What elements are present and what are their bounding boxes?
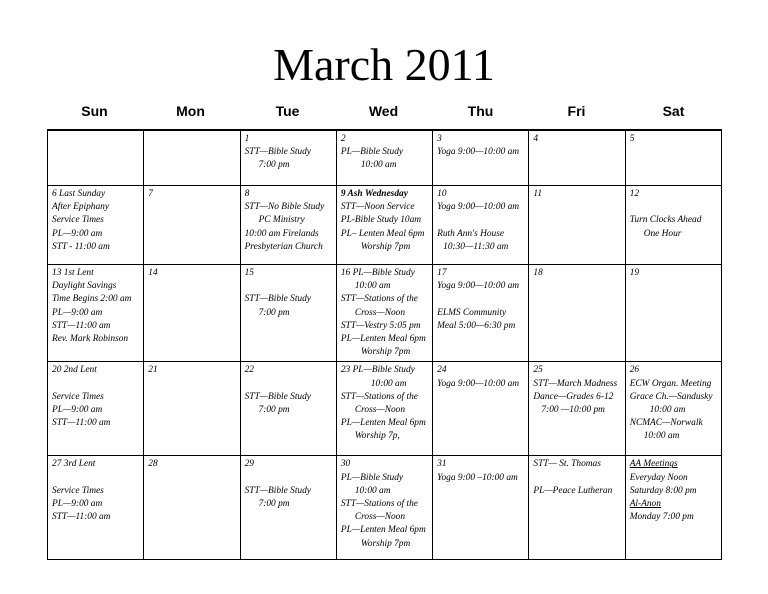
blank-line — [630, 201, 719, 214]
day-number: 30 — [340, 459, 351, 470]
blank-line — [245, 472, 334, 485]
day-cell-5 — [625, 130, 721, 186]
event-line: STT—March Madness — [533, 378, 618, 389]
event-line: Worship 7p, — [354, 431, 400, 442]
event-line: 10:00 am — [360, 160, 397, 171]
event-line: Cross—Noon — [354, 512, 406, 523]
day-number: 13 1st Lent — [52, 268, 94, 278]
event-line: 10:00 am — [643, 431, 680, 442]
event-line: Yoga 9:00 –10:00 am — [437, 472, 518, 483]
day-cell-31 — [433, 456, 529, 560]
day-cell-7 — [144, 186, 240, 265]
day-cell-27 — [48, 456, 144, 560]
event-line: Grace Ch.—Sandusky — [629, 391, 713, 402]
event-line: PC Ministry — [258, 215, 305, 226]
event-line: Worship 7pm — [360, 241, 411, 252]
event-line: STT—Vestry 5:05 pm — [340, 320, 421, 331]
event-line: Yoga 9:00—10:00 am — [437, 147, 520, 158]
event-line: STT—Stations of the — [340, 294, 418, 305]
event-line: Yoga 9:00—10:00 am — [437, 202, 520, 213]
event-line: After Epiphany — [52, 202, 110, 213]
day-cell-30 — [336, 456, 432, 560]
day-number: 23 PL—Bible Study — [340, 365, 415, 376]
day-number: 5 — [629, 134, 635, 144]
day-cell-empty — [48, 130, 144, 186]
event-line: Turn Clocks Ahead — [629, 215, 702, 226]
event-line: ECW Organ. Meeting — [629, 378, 712, 389]
event-line: STT—Bible Study — [244, 485, 311, 496]
day-number: 11 — [533, 189, 543, 199]
day-cell-fri-extra — [529, 456, 625, 560]
event-line: Yoga 9:00—10:00 am — [437, 378, 520, 389]
event-line: Al-Anon — [629, 499, 661, 510]
day-number: 31 — [437, 459, 447, 470]
day-header-sun: Sun — [81, 103, 108, 119]
day-cell-28 — [144, 456, 240, 560]
day-cell-4 — [529, 130, 625, 186]
day-number: 28 — [148, 459, 158, 470]
day-cell-22 — [240, 362, 336, 456]
event-line: 10:30—11:30 am — [443, 241, 509, 252]
day-cell-25 — [529, 362, 625, 456]
event-line: STT—11:00 am — [52, 320, 111, 331]
event-line: PL—Bible Study — [340, 147, 404, 158]
day-number: 10 — [437, 189, 447, 199]
event-line: Service Times — [52, 391, 104, 402]
event-line: PL—9:00 am — [52, 499, 103, 510]
event-line: STT - 11:00 am — [52, 241, 110, 252]
event-line: 7:00 —10:00 pm — [541, 405, 605, 416]
day-cell-10 — [433, 186, 529, 265]
event-line: Yoga 9:00—10:00 am — [437, 281, 520, 292]
week-row-4 — [48, 362, 722, 456]
day-number: 21 — [148, 365, 158, 376]
blank-line — [52, 472, 141, 485]
day-cell-21 — [144, 362, 240, 456]
day-number: 17 — [437, 268, 447, 278]
event-line: PL—Peace Lutheran — [533, 485, 613, 496]
day-number: 18 — [533, 268, 543, 278]
day-header-thu: Thu — [467, 103, 494, 119]
day-number: 29 — [244, 459, 254, 470]
event-line: PL—Lenten Meal 6pm — [340, 525, 426, 536]
day-number: 2 — [340, 134, 346, 144]
event-line: STT—Noon Service — [340, 202, 415, 213]
event-line: 10:00 am — [354, 281, 391, 292]
blank-line — [533, 472, 622, 485]
day-cell-18 — [529, 265, 625, 362]
day-cell-8 — [240, 186, 336, 265]
day-number: 22 — [244, 365, 254, 376]
event-line: Service Times — [52, 485, 104, 496]
event-line: Dance—Grades 6-12 — [533, 391, 614, 402]
day-cell-19 — [625, 265, 721, 362]
event-line: Meal 5:00—6:30 pm — [437, 320, 516, 331]
event-line: PL– Lenten Meal 6pm — [340, 228, 425, 239]
event-line: STT—Bible Study — [244, 147, 311, 158]
day-cell-15 — [240, 265, 336, 362]
day-number: 27 3rd Lent — [52, 459, 96, 470]
event-line: STT—No Bible Study — [244, 202, 325, 213]
event-line: PL—Lenten Meal 6pm — [340, 334, 426, 345]
blank-line — [245, 378, 334, 391]
event-line: NCMAC—Norwalk — [629, 418, 703, 429]
week-row-2 — [48, 186, 722, 265]
event-line: One Hour — [643, 228, 682, 239]
event-line: ELMS Community — [437, 307, 507, 318]
event-line: STT—Bible Study — [244, 391, 311, 402]
day-cell-16 — [336, 265, 432, 362]
day-number: 19 — [629, 268, 640, 278]
day-cell-3 — [433, 130, 529, 186]
day-cell-29 — [240, 456, 336, 560]
event-line: 7:00 pm — [258, 499, 290, 510]
blank-line — [245, 280, 334, 293]
day-cell-2 — [336, 130, 432, 186]
day-cell-14 — [144, 265, 240, 362]
blank-line — [437, 214, 526, 227]
day-header-wed: Wed — [368, 103, 399, 119]
event-line: PL—9:00 am — [52, 307, 103, 318]
event-line: Presbyterian Church — [244, 241, 323, 252]
day-header-mon: Mon — [176, 103, 205, 119]
day-number: 7 — [148, 189, 153, 199]
blank-line — [437, 293, 526, 306]
event-line: Service Times — [52, 215, 104, 226]
day-cell-23 — [336, 362, 432, 456]
event-line: Saturday 8:00 pm — [629, 485, 697, 496]
day-cell-11 — [529, 186, 625, 265]
event-line: Worship 7pm — [360, 538, 411, 549]
event-line: PL—Lenten Meal 6pm — [340, 418, 426, 429]
event-line: STT—11:00 am — [52, 512, 111, 523]
event-line: AA Meetings — [629, 459, 678, 470]
event-line: Rev. Mark Robinson — [52, 334, 129, 345]
event-line: 7:00 pm — [258, 405, 290, 416]
day-cell-empty — [144, 130, 240, 186]
week-row-1 — [48, 130, 722, 186]
day-number: 4 — [533, 134, 539, 144]
event-line: 10:00 am — [370, 378, 407, 389]
event-line: Ruth Ann's House — [437, 228, 505, 239]
event-line: Worship 7pm — [360, 347, 411, 358]
day-number: 26 — [629, 365, 640, 376]
day-cell-17 — [433, 265, 529, 362]
event-line: STT—Stations of the — [340, 499, 418, 510]
week-row-3 — [48, 265, 722, 362]
event-line: 10:00 am — [354, 485, 391, 496]
day-cell-20 — [48, 362, 144, 456]
day-header-tue: Tue — [275, 103, 300, 119]
event-line: 7:00 pm — [258, 160, 290, 171]
calendar-grid — [47, 129, 722, 560]
day-cell-12 — [625, 186, 721, 265]
event-line: Cross—Noon — [354, 405, 406, 416]
day-number: 20 2nd Lent — [52, 365, 97, 376]
day-cell-24 — [433, 362, 529, 456]
day-header-fri: Fri — [567, 103, 586, 119]
event-line: STT—Bible Study — [244, 294, 311, 305]
event-line: STT— St. Thomas — [533, 459, 601, 470]
day-number: 9 Ash Wednesday — [340, 189, 408, 199]
day-number: 1 — [244, 134, 250, 144]
week-row-5 — [48, 456, 722, 560]
event-line: STT—11:00 am — [52, 418, 111, 429]
day-number: 24 — [437, 365, 447, 376]
day-number: 25 — [533, 365, 543, 376]
day-number: 8 — [244, 189, 250, 199]
event-line: STT—Stations of the — [340, 391, 418, 402]
day-number: 6 Last Sunday — [52, 189, 106, 199]
day-cell-9 — [336, 186, 432, 265]
event-line: PL—9:00 am — [52, 228, 103, 239]
event-line: 7:00 pm — [258, 307, 290, 318]
day-cell-26 — [625, 362, 721, 456]
day-number: 15 — [244, 268, 254, 278]
event-line: Cross—Noon — [354, 307, 406, 318]
event-line: Time Begins 2:00 am — [52, 294, 132, 305]
event-line: Daylight Savings — [52, 281, 117, 292]
day-cell-6 — [48, 186, 144, 265]
day-header-sat: Sat — [662, 103, 685, 119]
event-line: PL-Bible Study 10am — [340, 215, 422, 226]
event-line: Everyday Noon — [629, 472, 688, 483]
event-line: PL—9:00 am — [52, 405, 103, 416]
calendar-title: March 2011 — [273, 39, 495, 90]
day-cell-13 — [48, 265, 144, 362]
event-line: 10:00 am — [649, 405, 686, 416]
event-line: Monday 7:00 pm — [629, 512, 694, 523]
event-line: PL—Bible Study — [340, 472, 404, 483]
blank-line — [52, 378, 141, 391]
day-cell-1 — [240, 130, 336, 186]
day-number: 3 — [437, 134, 442, 144]
day-number: 16 PL—Bible Study — [340, 268, 415, 278]
day-number: 14 — [148, 268, 158, 278]
day-number: 12 — [629, 189, 640, 199]
day-cell-sat-extra — [625, 456, 721, 560]
event-line: 10:00 am Firelands — [244, 228, 319, 239]
